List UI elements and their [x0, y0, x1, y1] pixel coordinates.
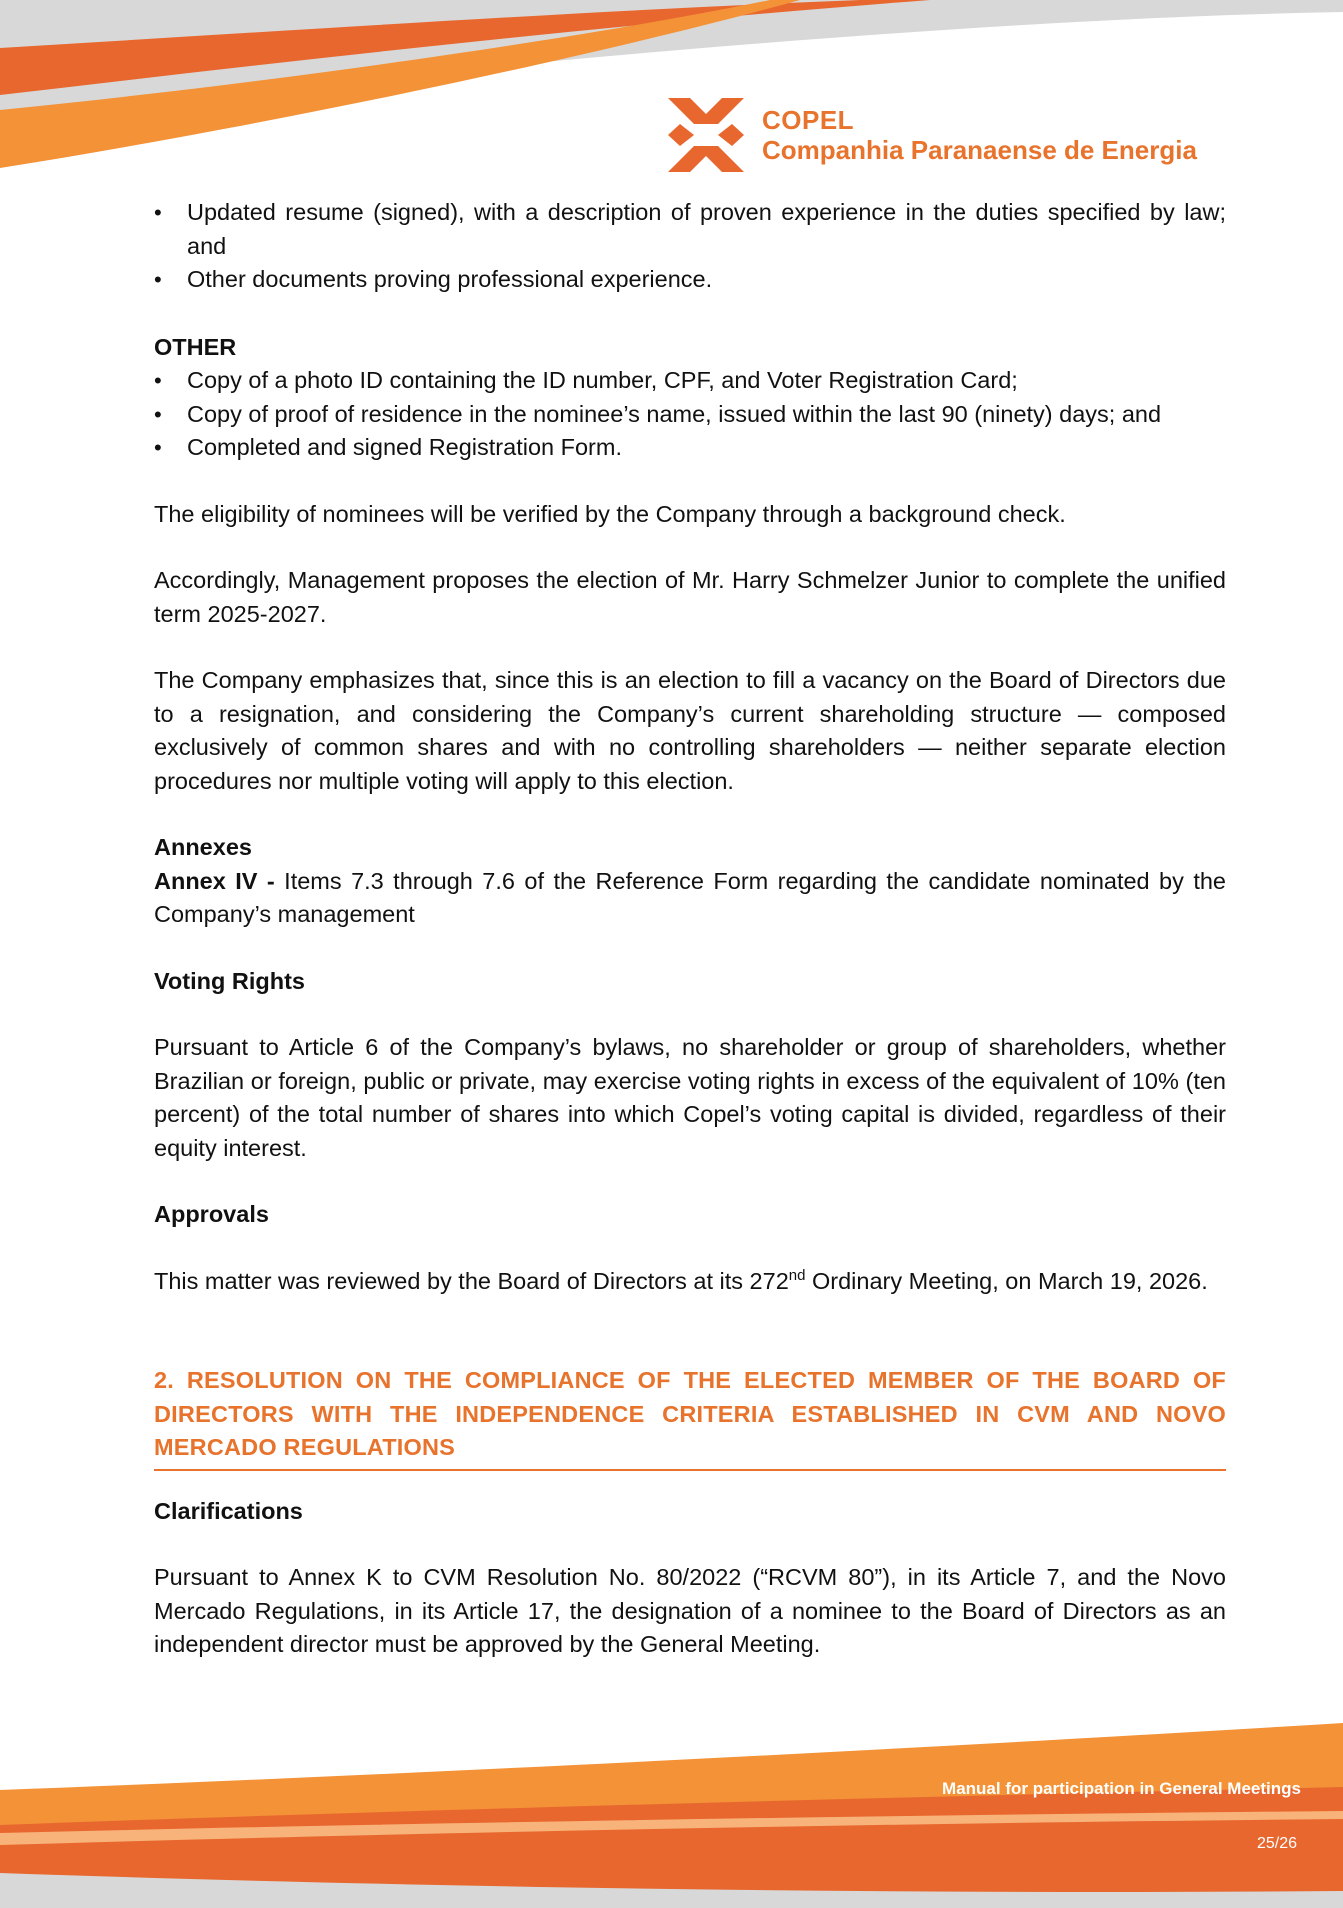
footer-decoration [0, 1715, 1343, 1908]
approvals-text-end: Ordinary Meeting, on March 19, 2026. [805, 1267, 1208, 1294]
page-number: 25/26 [1256, 1835, 1297, 1852]
annexes-heading: Annexes [154, 834, 252, 860]
section-2-title: 2. RESOLUTION ON THE COMPLIANCE OF THE ELECTED MEMBER OF THE BOARD OF DIRECTORS WITH THE INDEPENDENCE CRITERIA ESTABLISHED IN CVM AND NOVO MERCADO REGULATIONS [154, 1364, 1226, 1471]
emphasizes-paragraph: The Company emphasizes that, since this is an election to fill a vacancy on the Board of Directors due to a resignation, and considering the Company’s current shareholding structure — composed exclusively of common shares and with no controlling shareholders — neither separate election procedures nor multiple voting will apply to this election. [154, 667, 1226, 794]
approvals-heading: Approvals [154, 1201, 269, 1227]
company-short-name: COPEL [762, 105, 855, 135]
clarifications-heading: Clarifications [154, 1497, 303, 1524]
annex-label: Annex IV - [154, 867, 275, 894]
clarifications-paragraph: Pursuant to Annex K to CVM Resolution No. 80/2022 (“RCVM 80”), in its Article 7, and the Novo Mercado Regulations, in its Article 17, the designation of a nominee to the Board of Directors as an independent director must be approved by the General Meeting. [154, 1564, 1226, 1657]
accordingly-paragraph: Accordingly, Management proposes the election of Mr. Harry Schmelzer Junior to complete the unified term 2025-2027. [154, 567, 1226, 627]
list-item: • Updated resume (signed), with a description of proven experience in the duties specified by law; and [154, 196, 1226, 263]
footer-title: Manual for participation in General Meetings [942, 1779, 1301, 1798]
approvals-text-start: This matter was reviewed by the Board of Directors at its 272 [154, 1267, 789, 1294]
copel-logo-icon [668, 98, 744, 172]
voting-rights-heading: Voting Rights [154, 967, 305, 994]
eligibility-paragraph: The eligibility of nominees will be verified by the Company through a background check. [154, 500, 1066, 527]
company-logo [668, 96, 1197, 174]
list-item: • Copy of a photo ID containing the ID number, CPF, and Voter Registration Card; [154, 364, 1226, 398]
list-item: • Other documents proving professional experience. [154, 263, 1226, 297]
voting-rights-paragraph: Pursuant to Article 6 of the Company’s bylaws, no shareholder or group of shareholders, whether Brazilian or foreign, public or private, may exercise voting rights in excess of the equivalent of 10% (ten percent) of the total number of shares into which Copel’s voting capital is divided, regardless of their equity interest. [154, 1034, 1226, 1161]
list-item: • Completed and signed Registration Form. [154, 431, 1226, 465]
bullet-list-top [154, 196, 1226, 297]
approvals-paragraph [154, 1265, 1226, 1299]
document-body [154, 196, 1226, 1662]
other-bullet-list [154, 364, 1226, 465]
annex-text: Items 7.3 through 7.6 of the Reference Form regarding the candidate nominated by the Company’s management [154, 867, 1226, 927]
other-heading: OTHER [154, 333, 237, 360]
list-item: • Copy of proof of residence in the nominee’s name, issued within the last 90 (ninety) days; and [154, 398, 1226, 432]
company-full-name: Companhia Paranaense de Energia [762, 135, 1197, 165]
ordinal-suffix: nd [788, 1266, 806, 1284]
annex-iv-paragraph [154, 865, 1226, 932]
